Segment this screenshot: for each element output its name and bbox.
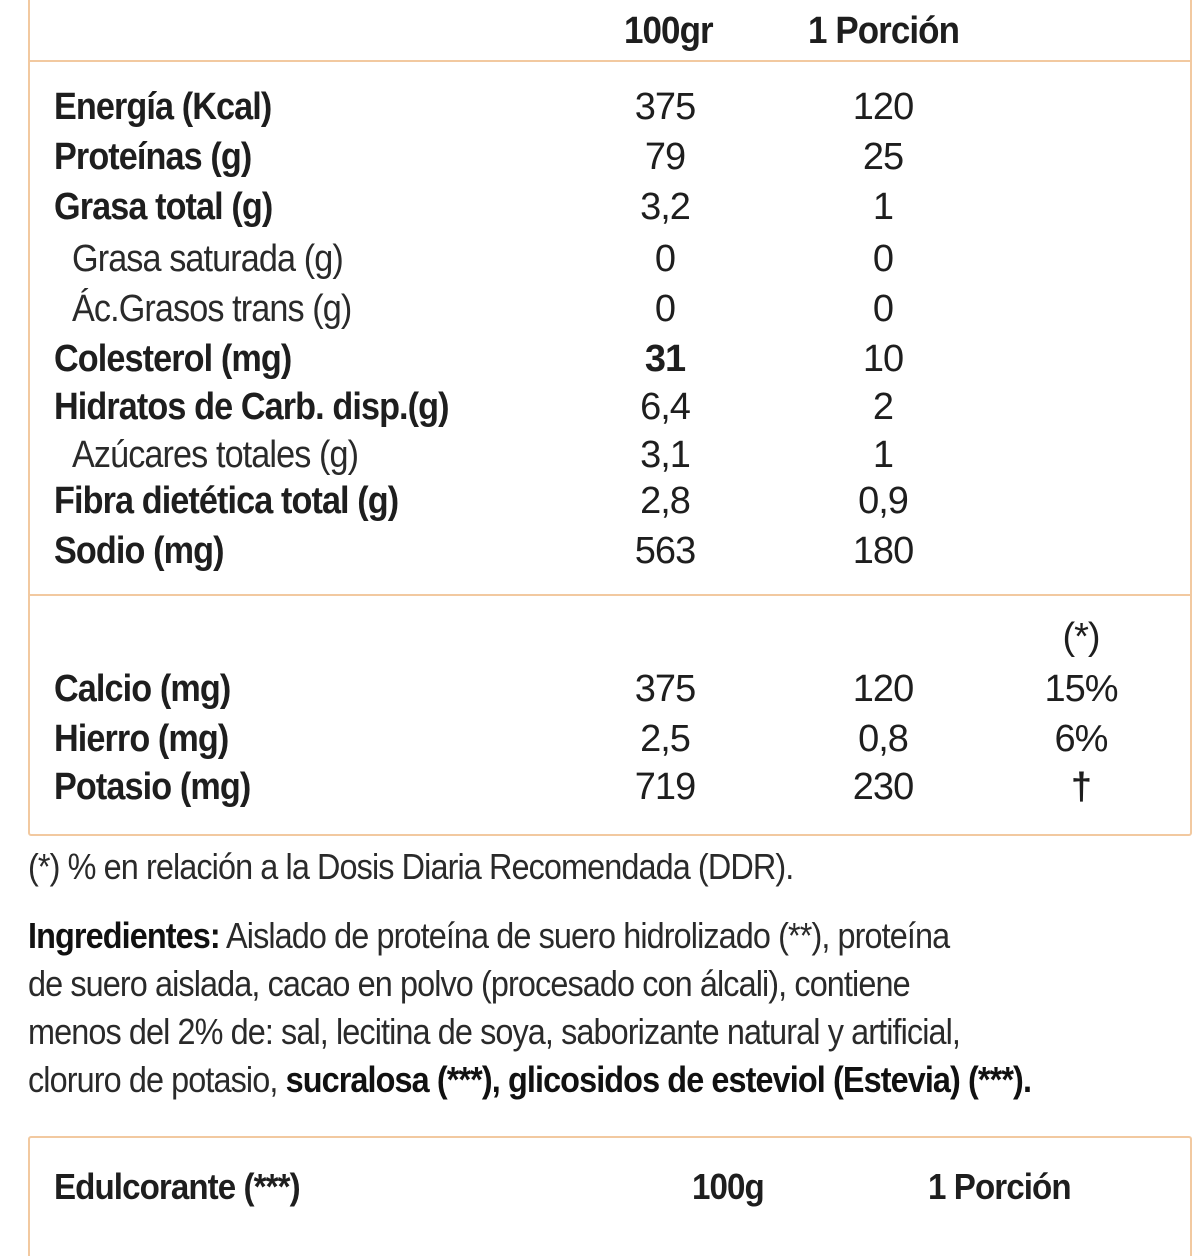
nutrient-row: Hidratos de Carb. disp.(g) 6,4 2: [54, 386, 894, 428]
mineral-row: Potasio (mg) 719 230 †: [54, 766, 1092, 808]
sweetener-col-100: 100g: [692, 1166, 764, 1207]
nutrient-row: Ác.Grasos trans (g) 0 0: [72, 288, 894, 330]
mineral-row: Calcio (mg) 375 120 15%: [54, 668, 1118, 710]
ddr-footnote: (*) % en relación a la Dosis Diaria Recomendada (DDR).: [28, 846, 794, 887]
nutrient-row: Grasa total (g) 3,2 1: [54, 186, 894, 228]
column-header-100gr: 100gr: [624, 10, 713, 52]
section-divider: [30, 594, 1190, 596]
ddr-header-row: [30, 614, 1190, 664]
sweetener-table: [28, 1136, 1192, 1256]
header-divider: [30, 60, 1190, 62]
nutrient-row: Azúcares totales (g) 3,1 1: [72, 434, 894, 476]
nutrient-row: Sodio (mg) 563 180: [54, 530, 914, 572]
nutrient-row: Proteínas (g) 79 25: [54, 136, 904, 178]
nutrient-row: Fibra dietética total (g) 2,8 0,9: [54, 480, 908, 522]
nutrient-row: Grasa saturada (g) 0 0: [72, 238, 894, 280]
nutrition-table: [28, 0, 1192, 836]
mineral-row: Hierro (mg) 2,5 0,8 6%: [54, 718, 1108, 760]
ingredients-label: Ingredientes:: [28, 915, 220, 956]
nutrient-row: Colesterol (mg) 31 10: [54, 338, 904, 380]
nutrient-row: Energía (Kcal) 375 120: [54, 86, 914, 128]
column-header-portion: 1 Porción: [808, 10, 960, 52]
sweetener-title: Edulcorante (***): [54, 1166, 300, 1207]
sweetener-col-portion: 1 Porción: [928, 1166, 1071, 1207]
ddr-mark: (*): [1062, 616, 1100, 658]
ingredients-text: Ingredientes: Aislado de proteína de suero hidrolizado (**), proteína de suero aislada, cacao en polvo (procesado con álcali), contiene menos del 2% de: sal, lecitina de soya, saborizante natural y artificial, cloruro de potasio, sucralosa (***), glicosidos de esteviol (Estevia) (***).: [28, 915, 1032, 1100]
